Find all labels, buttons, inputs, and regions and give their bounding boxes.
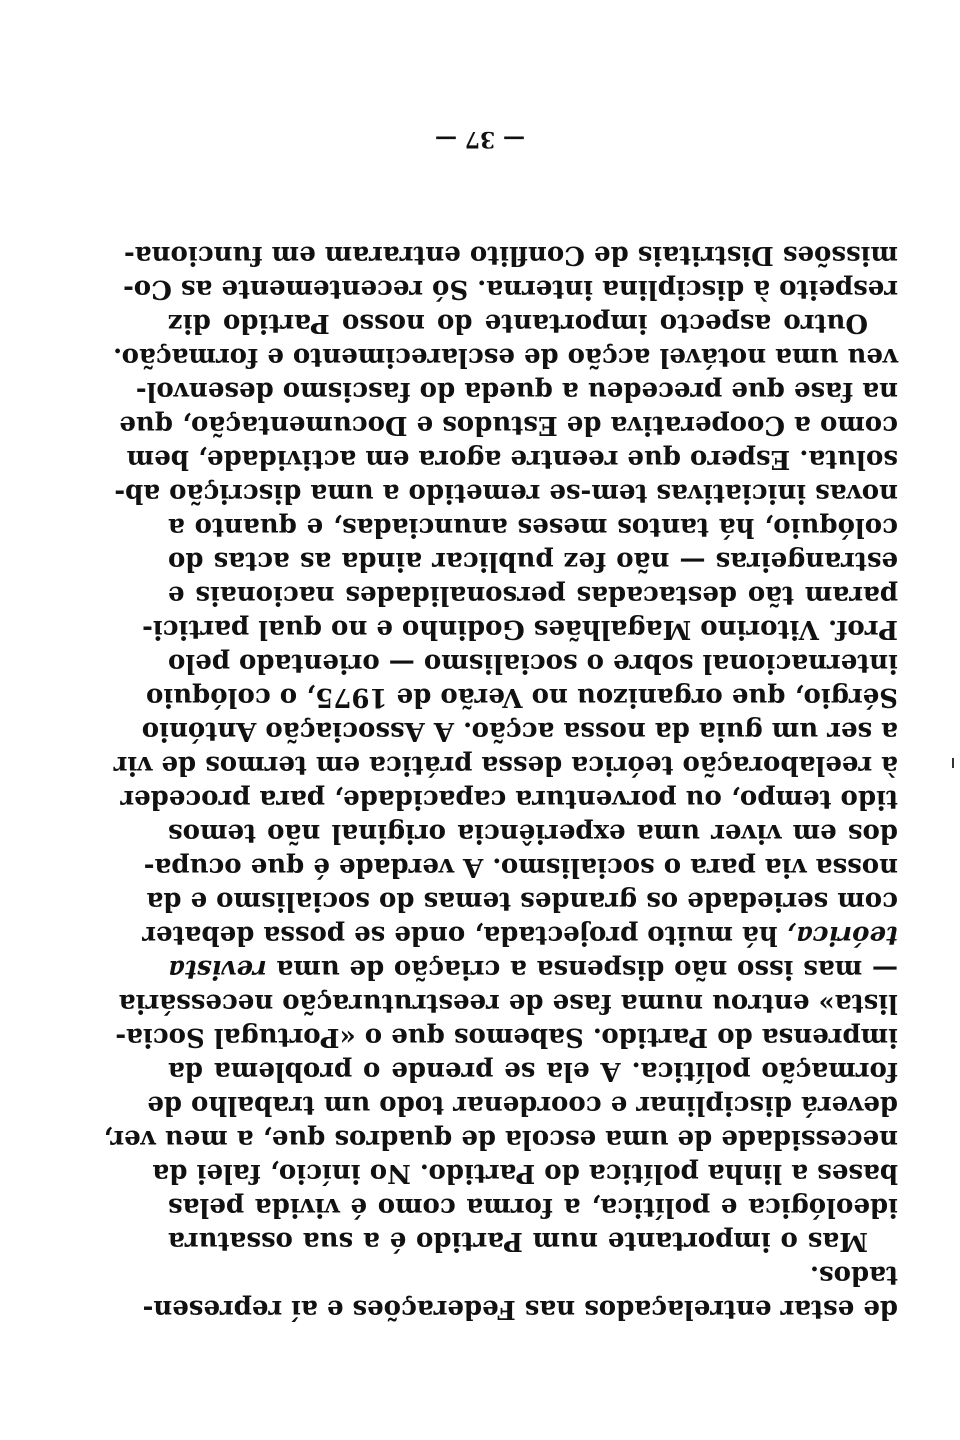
text-line: Sérgio, que organizou no Verão de 1975, o colóquio xyxy=(146,682,898,712)
text-line: teórica, há muito projectada, onde se possa debater xyxy=(142,920,898,950)
text-line: dos em viver uma experiência original não temos xyxy=(168,818,898,848)
text-line: deverá disciplinar e coordenar todo um trabalho de xyxy=(147,1090,898,1120)
text-line: necessidade de uma escola de quadros que, a meu ver, xyxy=(103,1124,898,1154)
scan-speck xyxy=(952,758,954,768)
text-line: missões Distritais de Conflito entraram em funciona- xyxy=(124,240,898,270)
text-line: Outro aspecto importante do nosso Partido diz xyxy=(168,308,868,338)
text-line: nossa via para o socialismo. A verdade é que ocupa- xyxy=(143,852,898,882)
text-line: de estar entrelaçados nas Federações e aí represen- xyxy=(142,1294,898,1324)
text-line: veu uma notável acção de esclarecimento e formação. xyxy=(113,342,898,372)
text-line: soluta. Espero que reentre agora em actividade, bem xyxy=(126,444,898,474)
text-line: formação política. A ela se prende o problema da xyxy=(168,1056,898,1086)
text-line: estrangeiras — não fez publicar ainda as actas do xyxy=(168,546,898,576)
text-line: — mas isso não dispensa a criação de uma revista xyxy=(168,954,898,984)
text-line: com seriedade os grandes temas do socialismo e da xyxy=(146,886,898,916)
text-line: tido tempo, ou porventura capacidade, para proceder xyxy=(120,784,898,814)
text-line: respeito à disciplina interna. Só recentemente as Co- xyxy=(123,274,898,304)
text-line: à reelaboração teórica dessa prática em termos de vir xyxy=(113,750,898,780)
text-line: a ser um guia da nossa acção. A Associação António xyxy=(141,716,898,746)
text-line: tados. xyxy=(809,1260,898,1290)
text-line: Mas o importante num Partido é a sua ossatura xyxy=(168,1226,868,1256)
text-line: novas iniciativas tem-se remetido a uma discrição ab- xyxy=(114,478,898,508)
text-line: na fase que precedeu a queda do fascismo desenvol- xyxy=(135,376,898,406)
body-text xyxy=(103,238,898,1326)
text-line: imprensa do Partido. Sabemos que o «Portugal Socia- xyxy=(115,1022,898,1052)
text-line: param tão destacadas personalidades nacionais e xyxy=(168,580,898,610)
text-line: Prof. Vitorino Magalhães Godinho e no qual partici- xyxy=(142,614,898,644)
text-line: lista» entrou numa fase de reestruturação necessária xyxy=(118,988,898,1018)
text-line: colóquio, há tantos meses anunciadas, e quanto a xyxy=(168,512,898,542)
page-number: — 37 — xyxy=(435,126,525,152)
text-line: bases a linha política do Partido. No início, falei da xyxy=(152,1158,898,1188)
text-line: ideológica e política, a forma como é vivida pelas xyxy=(168,1192,898,1222)
text-line: internacional sobre o socialismo — orientado pelo xyxy=(168,648,898,678)
text-line: como a Cooperativa de Estudos e Documentação, que xyxy=(119,410,898,440)
